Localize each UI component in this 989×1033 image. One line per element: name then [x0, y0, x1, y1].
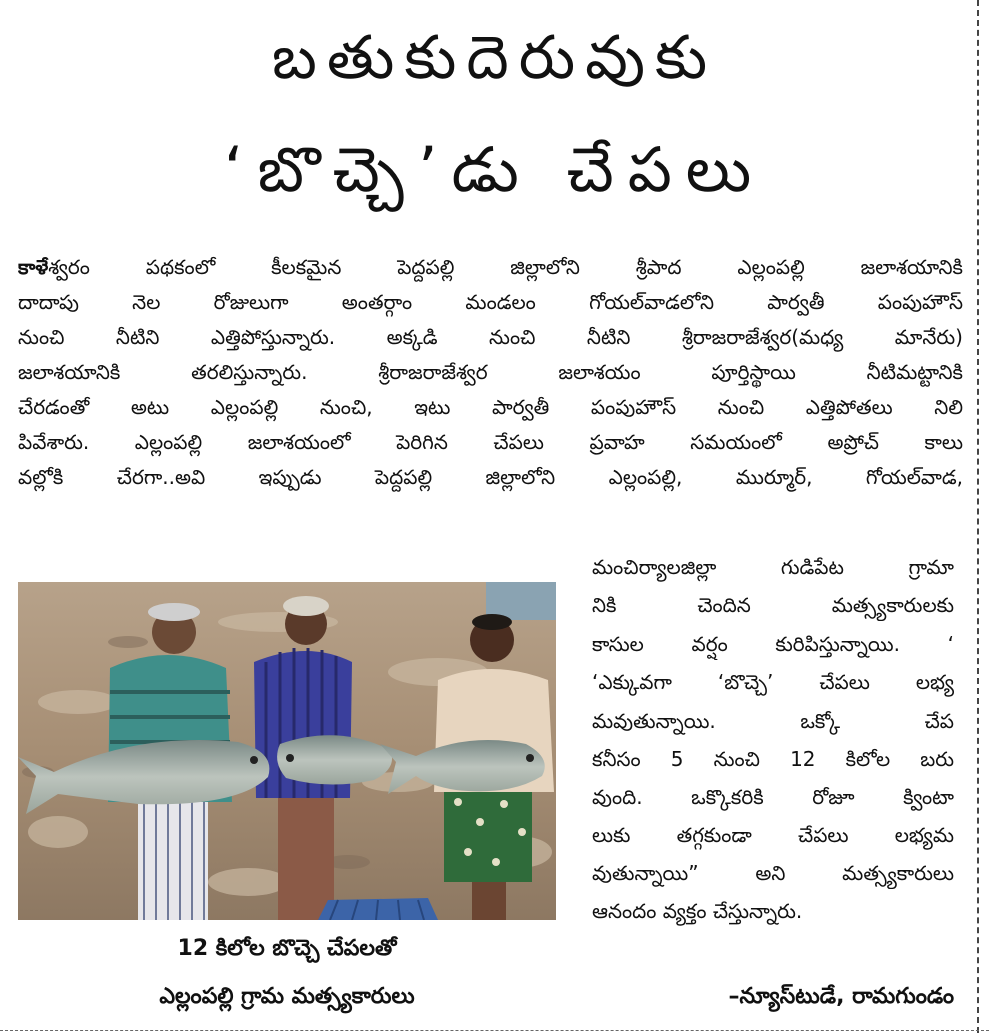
body-line: పివేశారు. ఎల్లంపల్లి జలాశయంలో పెరిగిన చేపలు ప్రవాహ సమయంలో అప్రోచ్ కాలు [18, 430, 963, 454]
news-photo-fishermen [18, 582, 556, 920]
headline-line-1: బతుకుదెరువుకు [271, 23, 718, 93]
side-line: ఆనందం వ్యక్తం చేస్తున్నారు. [592, 899, 803, 923]
body-line: చేరడంతో అటు ఎల్లంపల్లి నుంచి, ఇటు పార్వతీ పంపుహౌస్ నుంచి ఎత్తిపోతలు నిలి [18, 395, 963, 419]
headline-line-2: ‘బొచ్చె’డు చేపలు [223, 133, 766, 206]
lead-word: కాళే [18, 255, 49, 279]
side-line: వుతున్నాయి” అని మత్స్యకారులు [592, 861, 954, 885]
photo-caption-line-1: 12 కిలోల బొచ్చె చేపలతో [177, 936, 397, 961]
body-line: కాళేశ్వరం పథకంలో కీలకమైన పెద్దపల్లి జిల్లాలోని శ్రీపాద ఎల్లంపల్లి జలాశయానికి [18, 255, 963, 279]
side-line: మంచిర్యాలజిల్లా గుడిపేట గ్రామా [592, 555, 954, 579]
body-line [18, 497, 963, 528]
photo-caption-line-2: ఎల్లంపల్లి గ్రామ మత్స్యకారులు [159, 984, 415, 1009]
side-line: ‘ఎక్కువగా ‘బొచ్చె’ చేపలు లభ్య [592, 670, 954, 694]
byline-credit: –న్యూస్‌టుడే, రామగుండం [728, 984, 954, 1009]
side-line: లుకు తగ్గకుండా చేపలు లభ్యమ [592, 823, 954, 847]
body-line: నుంచి నీటిని ఎత్తిపోస్తున్నారు. అక్కడి నుంచి నీటిని శ్రీరాజరాజేశ్వర(మధ్య మానేరు) [18, 325, 963, 349]
side-line: మవుతున్నాయి. ఒక్కో చేప [592, 709, 954, 733]
page-border-bottom [0, 1030, 989, 1031]
side-line: కనీసం 5 నుంచి 12 కిలోల బరు [592, 747, 954, 771]
side-line: నికి చెందిన మత్స్యకారులకు [592, 593, 954, 617]
side-line: కాసుల వర్షం కురిపిస్తున్నాయి. ‘ [592, 632, 954, 656]
body-line: జలాశయానికి తరలిస్తున్నారు. శ్రీరాజరాజేశ్వర జలాశయం పూర్తిస్థాయి నీటిమట్టానికి [18, 360, 963, 384]
body-line: దాదాపు నెల రోజులుగా అంతర్గాం మండలం గోయల్‌వాడలోని పార్వతీ పంపుహౌస్ [18, 290, 963, 314]
side-line: వుంది. ఒక్కొకరికి రోజూ క్వింటా [592, 785, 954, 809]
body-line: వల్లోకి చేరగా..అవి ఇప్పుడు పెద్దపల్లి జిల్లాలోని ఎల్లంపల్లి, ముర్మూర్, గోయల్‌వాడ, [18, 465, 963, 489]
